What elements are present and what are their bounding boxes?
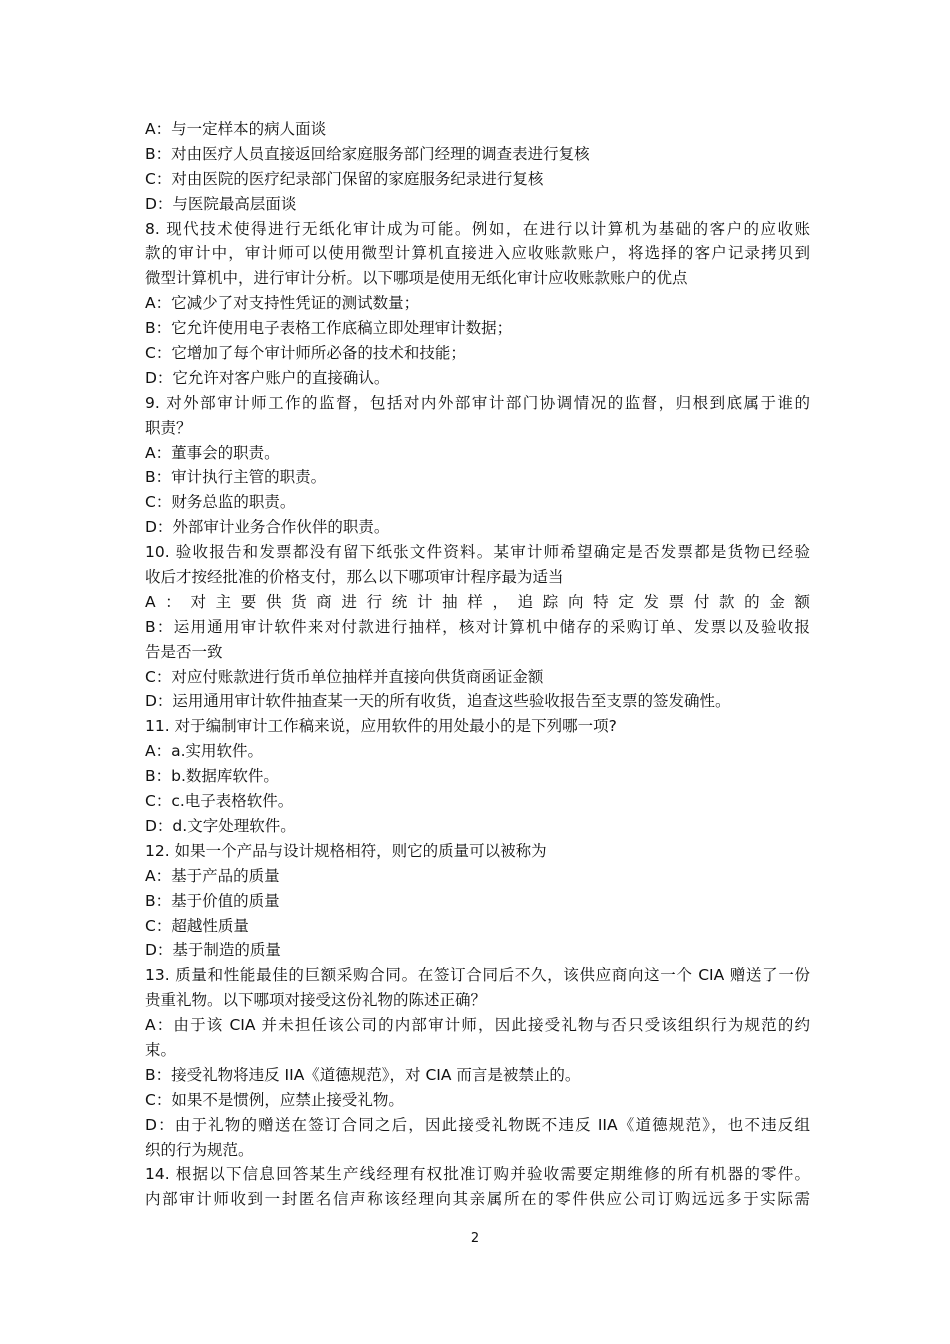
text-line: C：c.电子表格软件。: [145, 792, 294, 811]
text-line: 收后才按经批准的价格支付，那么以下哪项审计程序最为适当: [145, 568, 564, 587]
text-line: 内部审计师收到一封匿名信声称该经理向其亲属所在的零件供应公司订购远远多于实际需: [145, 1190, 810, 1209]
text-line: C：对应付账款进行货币单位抽样并直接向供货商函证金额: [145, 667, 544, 686]
text-line: 微型计算机中，进行审计分析。以下哪项是使用无纸化审计应收账款账户的优点: [145, 269, 688, 288]
text-line: D：与医院最高层面谈: [145, 194, 297, 213]
text-line: C：如果不是惯例，应禁止接受礼物。: [145, 1090, 404, 1109]
text-line: 告是否一致: [145, 642, 223, 661]
text-line: D：d.文字处理软件。: [145, 816, 296, 835]
text-line: C：它增加了每个审计师所必备的技术和技能；: [145, 344, 466, 363]
text-line: 贵重礼物。以下哪项对接受这份礼物的陈述正确？: [145, 991, 487, 1010]
text-line: 织的行为规范。: [145, 1140, 254, 1159]
text-line: A：董事会的职责。: [145, 443, 280, 462]
text-line: 13. 质量和性能最佳的巨额采购合同。在签订合同后不久，该供应商向这一个 CIA 赠送了一份: [145, 966, 810, 985]
text-line: 10. 验收报告和发票都没有留下纸张文件资料。某审计师希望确定是否发票都是货物已经验: [145, 543, 810, 562]
text-line: B：基于价值的质量: [145, 891, 280, 910]
text-line: C：对由医院的医疗纪录部门保留的家庭服务纪录进行复核: [145, 169, 544, 188]
text-line: B：审计执行主管的职责。: [145, 468, 327, 487]
text-line: C：财务总监的职责。: [145, 493, 296, 512]
text-line: A：与一定样本的病人面谈: [145, 120, 327, 138]
page-number: 2: [470, 1231, 480, 1246]
text-line: B：b.数据库软件。: [145, 767, 279, 786]
text-line: D：运用通用审计软件抽查某一天的所有收货，追查这些验收报告至支票的签发确性。: [145, 692, 731, 711]
text-line: 职责？: [145, 418, 192, 437]
text-line: B：它允许使用电子表格工作底稿立即处理审计数据；: [145, 319, 513, 338]
text-line: B：运用通用审计软件来对付款进行抽样，核对计算机中储存的采购订单、发票以及验收报: [145, 617, 810, 636]
text-line: C：超越性质量: [145, 916, 249, 935]
text-line: D：外部审计业务合作伙伴的职责。: [145, 518, 390, 537]
text-line: D：由于礼物的赠送在签订合同之后，因此接受礼物既不违反 IIA《道德规范》，也不违反组: [145, 1115, 810, 1134]
text-line: B：接受礼物将违反 IIA《道德规范》，对 CIA 而言是被禁止的。: [145, 1065, 581, 1084]
text-line: 束。: [145, 1040, 177, 1059]
text-line: B：对由医疗人员直接返回给家庭服务部门经理的调查表进行复核: [145, 144, 590, 163]
text-line: 款的审计中，审计师可以使用微型计算机直接进入应收账款账户，将选择的客户记录拷贝到: [145, 244, 810, 263]
text-line: 11. 对于编制审计工作稿来说，应用软件的用处最小的是下列哪一项?: [145, 717, 617, 736]
document-body: [145, 117, 810, 1212]
text-line: D：它允许对客户账户的直接确认。: [145, 368, 390, 387]
text-line: A：对主要供货商进行统计抽样，追踪向特定发票付款的金额: [145, 592, 810, 611]
text-line: 12. 如果一个产品与设计规格相符，则它的质量可以被称为: [145, 841, 547, 860]
text-line: A：基于产品的质量: [145, 866, 280, 885]
text-line: 9. 对外部审计师工作的监督，包括对内外部审计部门协调情况的监督，归根到底属于谁的: [145, 393, 810, 412]
text-line: A：它减少了对支持性凭证的测试数量；: [145, 294, 420, 313]
text-line: A：由于该 CIA 并未担任该公司的内部审计师，因此接受礼物与否只受该组织行为规范的约: [145, 1016, 810, 1035]
text-line: D：基于制造的质量: [145, 941, 281, 960]
text-line: 8. 现代技术使得进行无纸化审计成为可能。例如，在进行以计算机为基础的客户的应收账: [145, 219, 810, 238]
text-line: 14. 根据以下信息回答某生产线经理有权批准订购并验收需要定期维修的所有机器的零件。: [145, 1165, 810, 1184]
text-line: A：a.实用软件。: [145, 742, 264, 761]
